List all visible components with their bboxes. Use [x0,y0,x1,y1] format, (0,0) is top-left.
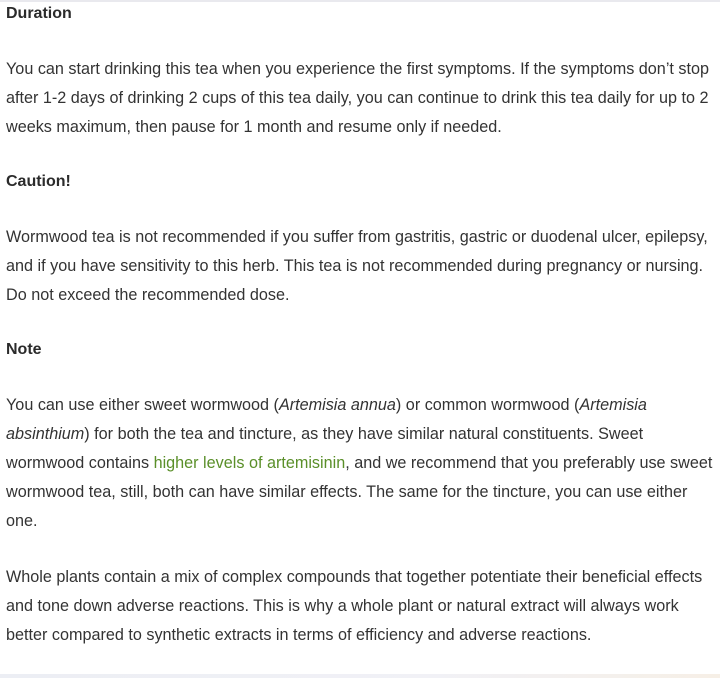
top-divider [0,0,720,2]
duration-heading: Duration [6,5,72,22]
bottom-divider [0,674,720,678]
note-text-3: ) for both the tea and tincture, as they have similar natural constituents. Sweet wormwood contains [6,425,644,472]
note-text-2: ) or common wormwood ( [395,396,580,414]
note-heading: Note [6,341,42,358]
duration-paragraph: You can start drinking this tea when you experience the first symptoms. If the symptoms don’t stop after 1-2 days of drinking 2 cups of this tea daily, you can continue to drink this tea daily for up to 2 weeks maximum, then pause for 1 month and resume only if needed. [6,60,710,136]
whole-plants-paragraph: Whole plants contain a mix of complex compounds that together potentiate their beneficial effects and tone down adverse reactions. This is why a whole plant or natural extract will always work better compared to synthetic extracts in terms of efficiency and adverse reactions. [6,568,703,644]
note-text-1: You can use either sweet wormwood ( [6,396,279,414]
species-common-wormwood: Artemisia absinthium [6,396,647,443]
note-text-4: , and we recommend that you preferably use sweet wormwood tea, still, both can have similar effects. The same for the tincture, you can use either one. [6,454,713,530]
note-paragraph [6,391,716,536]
caution-paragraph: Wormwood tea is not recommended if you suffer from gastritis, gastric or duodenal ulcer, epilepsy, and if you have sensitivity to this herb. This tea is not recommended during pregnancy or nursing. Do not exceed the recommended dose. [6,228,708,304]
caution-heading: Caution! [6,173,71,190]
species-sweet-wormwood: Artemisia annua [278,396,396,414]
artemisinin-link[interactable]: higher levels of artemisinin [153,454,346,472]
